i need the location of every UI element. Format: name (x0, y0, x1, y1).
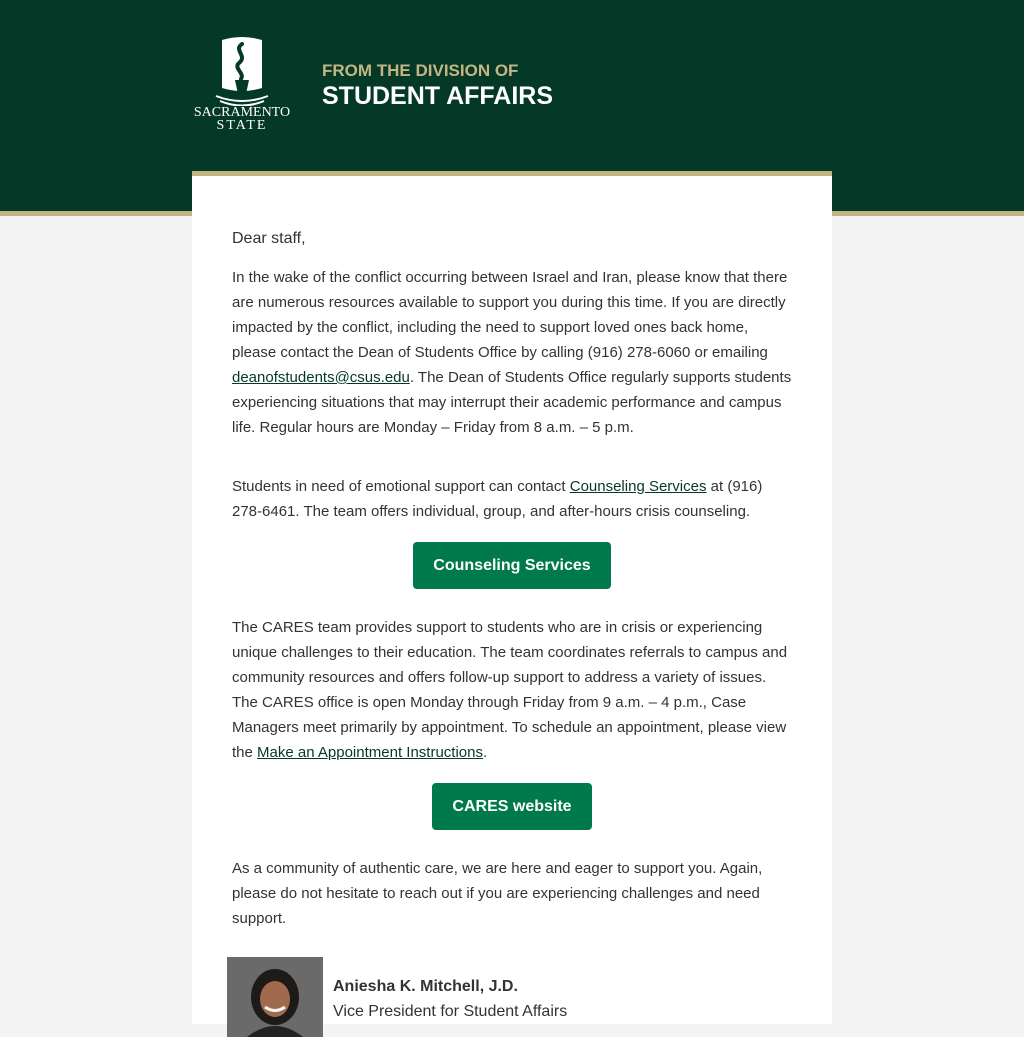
p2-text-after: at (916) 278-6461. The team offers individual, group, and after-hours crisis counseling. (232, 478, 763, 520)
paragraph-counseling (232, 474, 792, 524)
p3-text-after: . (483, 744, 488, 761)
appointment-instructions-link[interactable]: Make an Appointment Instructions (257, 744, 483, 761)
signature-name: Aniesha K. Mitchell, J.D. (333, 978, 518, 995)
header-title: STUDENT AFFAIRS (322, 82, 554, 110)
signature-photo (227, 957, 323, 1037)
p2-text-before: Students in need of emotional support can contact (232, 478, 570, 495)
dean-email-link[interactable]: deanofstudents@csus.edu (232, 369, 410, 386)
p1-text-before: In the wake of the conflict occurring between Israel and Iran, please know that there are numerous resources available to support you during this time. If you are directly impacted by the conflict, including the need to support loved ones back home, please contact the Dean of Students Office by calling (916) 278-6060 or emailing (232, 269, 788, 361)
email-body-card (192, 171, 832, 1024)
logo-line1: SACRAMENTO (193, 105, 291, 120)
p3-text-before: The CARES team provides support to students who are in crisis or experiencing unique challenges to their education. The team coordinates referrals to campus and community resources and offers follow-up support to address a variety of issues. The CARES office is open Monday through Friday from 9 a.m. – 4 p.m., Case Managers meet primarily by appointment. To schedule an appointment, please view the (232, 619, 788, 761)
paragraph-dean-of-students (232, 265, 792, 440)
p1-text-after: . The Dean of Students Office regularly supports students experiencing situations that may interrupt their academic performance and campus life. Regular hours are Monday – Friday from 8 a.m. – 5 p.m. (232, 369, 792, 436)
cares-website-button[interactable]: CARES website (432, 783, 591, 830)
paragraph-cares (232, 615, 792, 765)
signature-title: Vice President for Student Affairs (333, 1003, 568, 1020)
counseling-services-button[interactable]: Counseling Services (413, 542, 610, 589)
header-kicker: FROM THE DIVISION OF (322, 61, 519, 80)
logo-wordmark (192, 106, 292, 132)
headshot-photo-icon (227, 957, 323, 1037)
paragraph-closing: As a community of authentic care, we are here and eager to support you. Again, please do not hesitate to reach out if you are experiencing challenges and need support. (232, 860, 763, 927)
button-row-cares (232, 783, 792, 856)
greeting: Dear staff, (232, 230, 306, 247)
email-content (232, 226, 792, 931)
logo-line2: STATE (216, 118, 268, 133)
button-row-counseling (232, 542, 792, 615)
counseling-services-link[interactable]: Counseling Services (569, 478, 707, 495)
torch-logo-icon (192, 36, 292, 106)
